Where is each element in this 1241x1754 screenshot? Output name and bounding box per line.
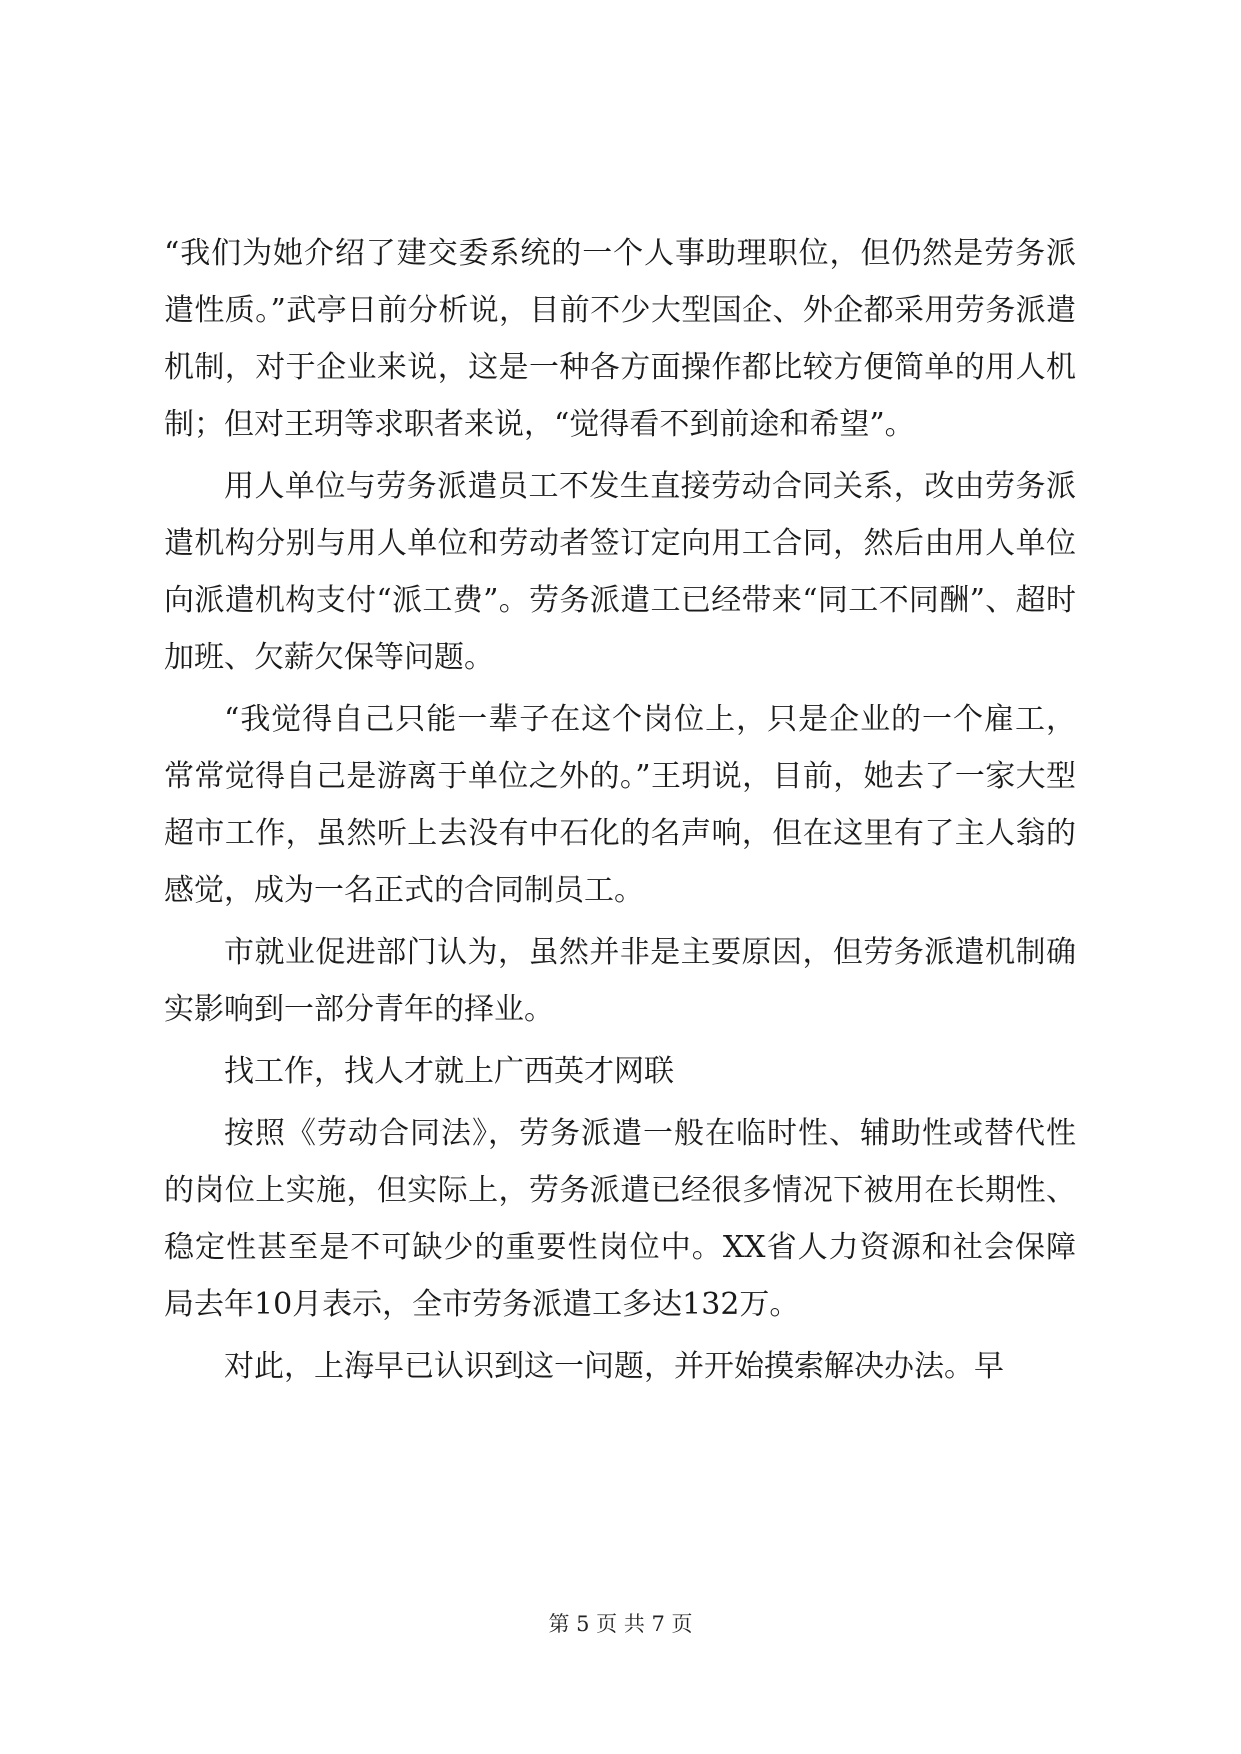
paragraph-1: “我们为她介绍了建交委系统的一个人事助理职位，但仍然是劳务派遣性质。”武亭日前分析说，目前不少大型国企、外企都采用劳务派遣机制，对于企业来说，这是一种各方面操作都比较方便简单的用人机制；但对王玥等求职者来说，“觉得看不到前途和希望”。: [164, 236, 1076, 442]
paragraph-4: 市就业促进部门认为，虽然并非是主要原因，但劳务派遣机制确实影响到一部分青年的择业。: [164, 935, 1076, 1027]
paragraph-3: “我觉得自己只能一辈子在这个岗位上，只是企业的一个雇工，常常觉得自己是游离于单位之外的。”王玥说，目前，她去了一家大型超市工作，虽然听上去没有中石化的名声响，但在这里有了主人翁的感觉，成为一名正式的合同制员工。: [164, 702, 1076, 908]
paragraph-5: 找工作，找人才就上广西英才网联: [224, 1054, 674, 1089]
page-footer: 第 5 页 共 7 页: [548, 1612, 693, 1636]
paragraph-2: 用人单位与劳务派遣员工不发生直接劳动合同关系，改由劳务派遣机构分别与用人单位和劳动者签订定向用工合同，然后由用人单位向派遣机构支付“派工费”。劳务派遣工已经带来“同工不同酬”、超时加班、欠薪欠保等问题。: [164, 469, 1076, 675]
paragraph-6: 按照《劳动合同法》，劳务派遣一般在临时性、辅助性或替代性的岗位上实施，但实际上，劳务派遣已经很多情况下被用在长期性、稳定性甚至是不可缺少的重要性岗位中。XX省人力资源和社会保障局去年10月表示，全市劳务派遣工多达132万。: [164, 1116, 1076, 1322]
document-body: [164, 225, 1076, 1400]
paragraph-7: 对此，上海早已认识到这一问题，并开始摸索解决办法。早: [224, 1349, 1004, 1384]
